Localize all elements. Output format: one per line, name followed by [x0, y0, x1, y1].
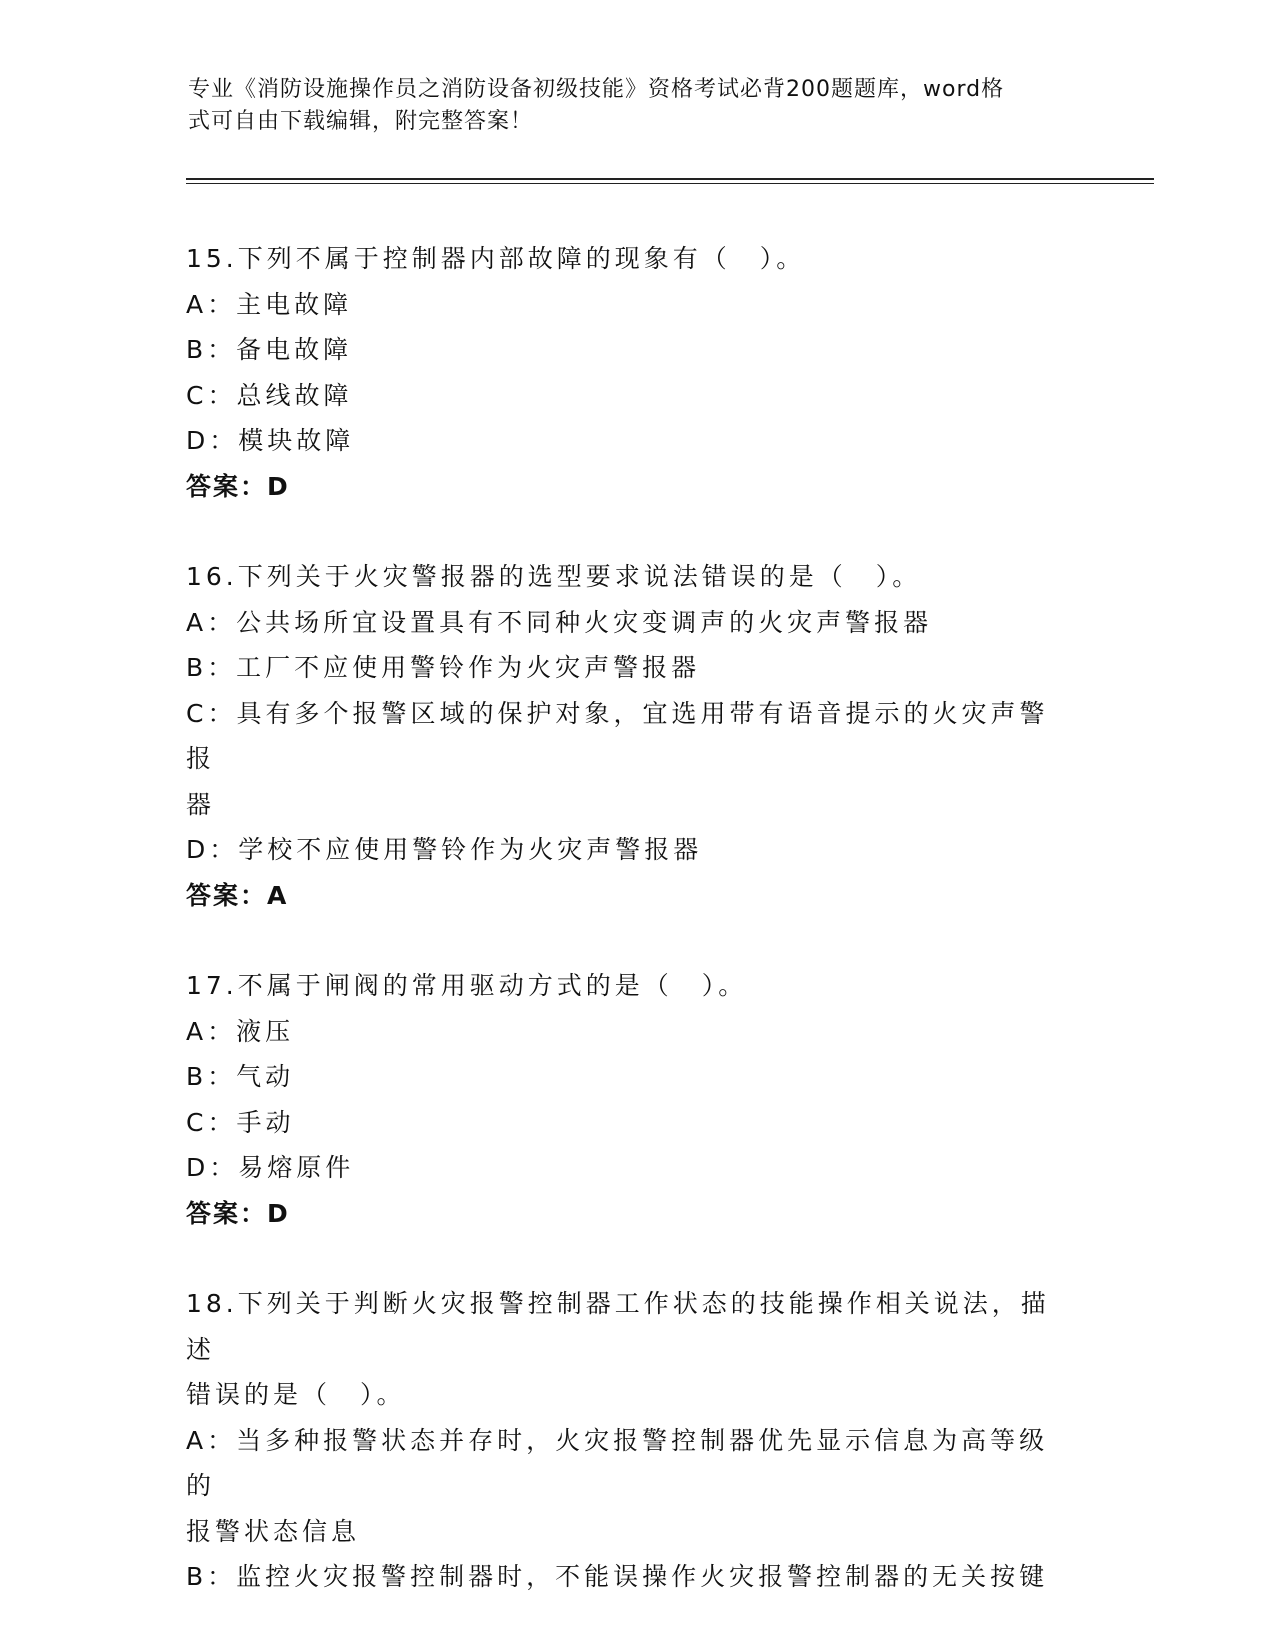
answer-option: A：当多种报警状态并存时，火灾报警控制器优先显示信息为高等级的: [186, 1425, 1049, 1500]
question-stem: 15.下列不属于控制器内部故障的现象有（ ）。: [186, 244, 806, 273]
header-divider-thin: [186, 183, 1154, 184]
answer-option: 器: [186, 789, 216, 819]
answer-option: D：易熔原件: [186, 1153, 355, 1182]
header-line-2: 式可自由下载编辑，附完整答案！: [188, 109, 534, 134]
answer-option: B：工厂不应使用警铃作为火灾声警报器: [186, 653, 701, 682]
answer-option: B：气动: [186, 1062, 295, 1091]
answer-option: A：主电故障: [186, 289, 353, 319]
question-stem: 16.下列关于火灾警报器的选型要求说法错误的是（ ）。: [186, 562, 922, 591]
question-list: [186, 236, 1076, 1645]
question-stem: 17.不属于闸阀的常用驱动方式的是（ ）。: [186, 971, 748, 1000]
answer-option: 报警状态信息: [186, 1516, 361, 1546]
correct-answer: 答案：D: [186, 471, 290, 501]
question-block: [186, 963, 1076, 1236]
question-block: [186, 1281, 1076, 1600]
header-line-1: 专业《消防设施操作员之消防设备初级技能》资格考试必背200题题库，word格: [188, 77, 1005, 102]
correct-answer: 答案：A: [186, 880, 289, 910]
question-block: [186, 236, 1076, 509]
correct-answer: 答案：D: [186, 1198, 290, 1228]
question-stem: 18.下列关于判断火灾报警控制器工作状态的技能操作相关说法，描述: [186, 1289, 1050, 1364]
header-divider-thick: [186, 178, 1154, 180]
answer-option: D：模块故障: [186, 426, 355, 455]
answer-option: A：公共场所宜设置具有不同种火灾变调声的火灾声警报器: [186, 607, 933, 637]
answer-option: C：总线故障: [186, 380, 353, 410]
answer-option: C：具有多个报警区域的保护对象，宜选用带有语音提示的火灾声警报: [186, 698, 1049, 773]
answer-option: C：手动: [186, 1107, 295, 1137]
question-block: [186, 554, 1076, 918]
question-stem: 错误的是（ ）。: [186, 1380, 406, 1409]
answer-option: B：监控火灾报警控制器时，不能误操作火灾报警控制器的无关按键: [186, 1562, 1049, 1591]
answer-option: B：备电故障: [186, 335, 353, 364]
answer-option: A：液压: [186, 1016, 295, 1046]
document-header: [188, 74, 1068, 138]
answer-option: D：学校不应使用警铃作为火灾声警报器: [186, 835, 703, 864]
